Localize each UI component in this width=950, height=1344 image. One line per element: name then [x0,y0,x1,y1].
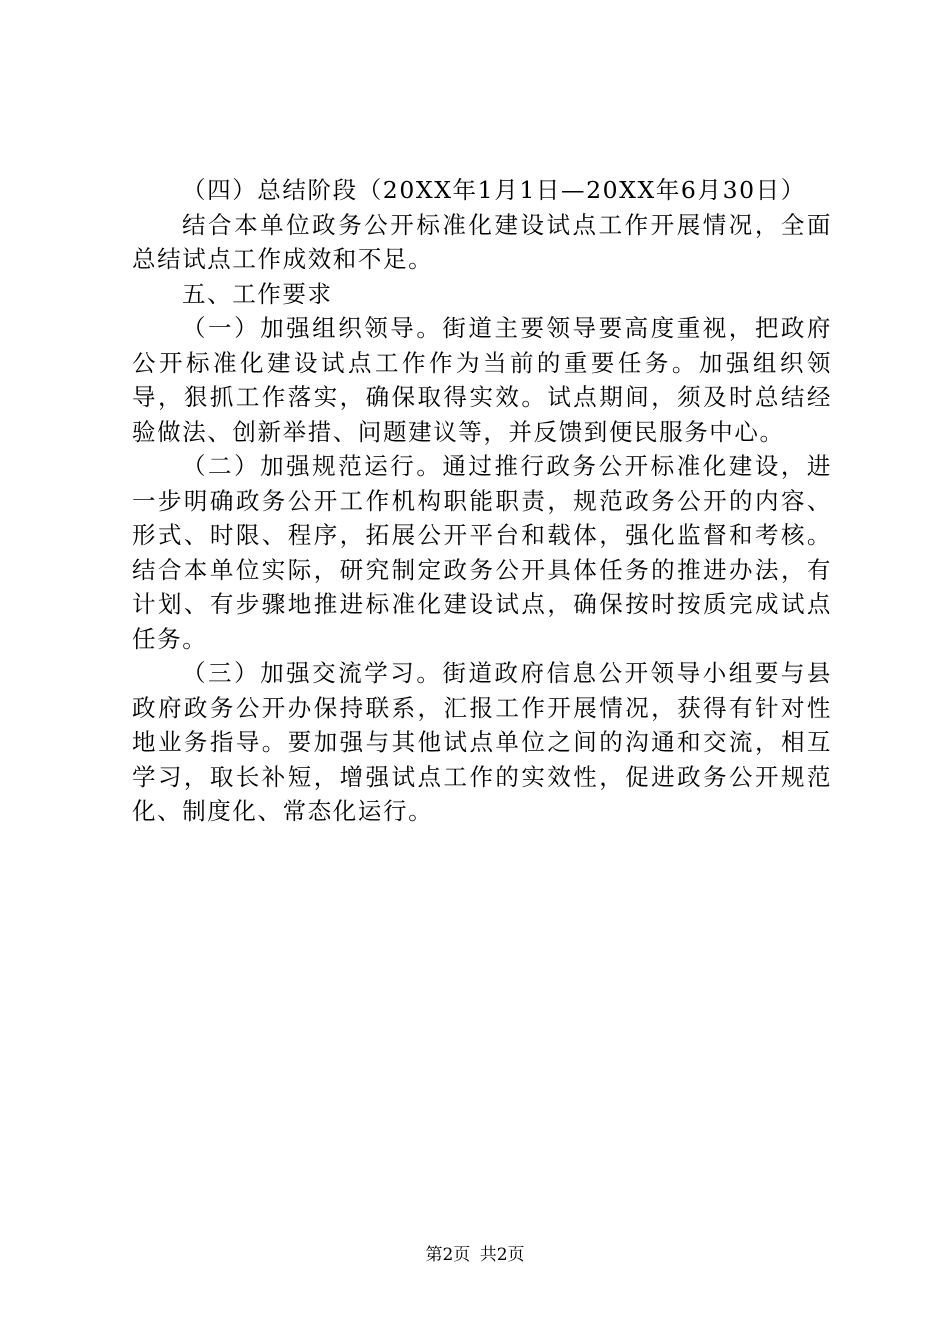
paragraph-summary: 结合本单位政务公开标准化建设试点工作开展情况，全面总结试点工作成效和不足。 [132,210,832,273]
paragraph-organization-leadership: （一）加强组织领导。街道主要领导要高度重视，把政府公开标准化建设试点工作作为当前的重要任务。加强组织领导，狠抓工作落实，确保取得实效。试点期间，须及时总结经验做法、创新举措、问题建议等，并反馈到便民服务中心。 [132,314,832,446]
page-number: 第2页 [425,1245,471,1265]
section-heading-requirements: 五、工作要求 [182,279,333,308]
page-footer [0,1243,950,1267]
document-body [132,173,832,829]
paragraph-standard-operation: （二）加强规范运行。通过推行政务公开标准化建设，进一步明确政务公开工作机构职能职责，规范政务公开的内容、形式、时限、程序，拓展公开平台和载体，强化监督和考核。结合本单位实际，研究制定政务公开具体任务的推进办法，有计划、有步骤地推进标准化建设试点，确保按时按质完成试点任务。 [132,452,832,653]
page-total: 共2页 [479,1245,525,1265]
paragraph-exchange-learning: （三）加强交流学习。街道政府信息公开领导小组要与县政府政务公开办保持联系，汇报工作开展情况，获得有针对性地业务指导。要加强与其他试点单位之间的沟通和交流，相互学习，取长补短，增强试点工作的实效性，促进政务公开规范化、制度化、常态化运行。 [132,659,832,825]
section-heading-summary-phase: （四）总结阶段（20XX年1月1日—20XX年6月30日） [182,176,806,204]
